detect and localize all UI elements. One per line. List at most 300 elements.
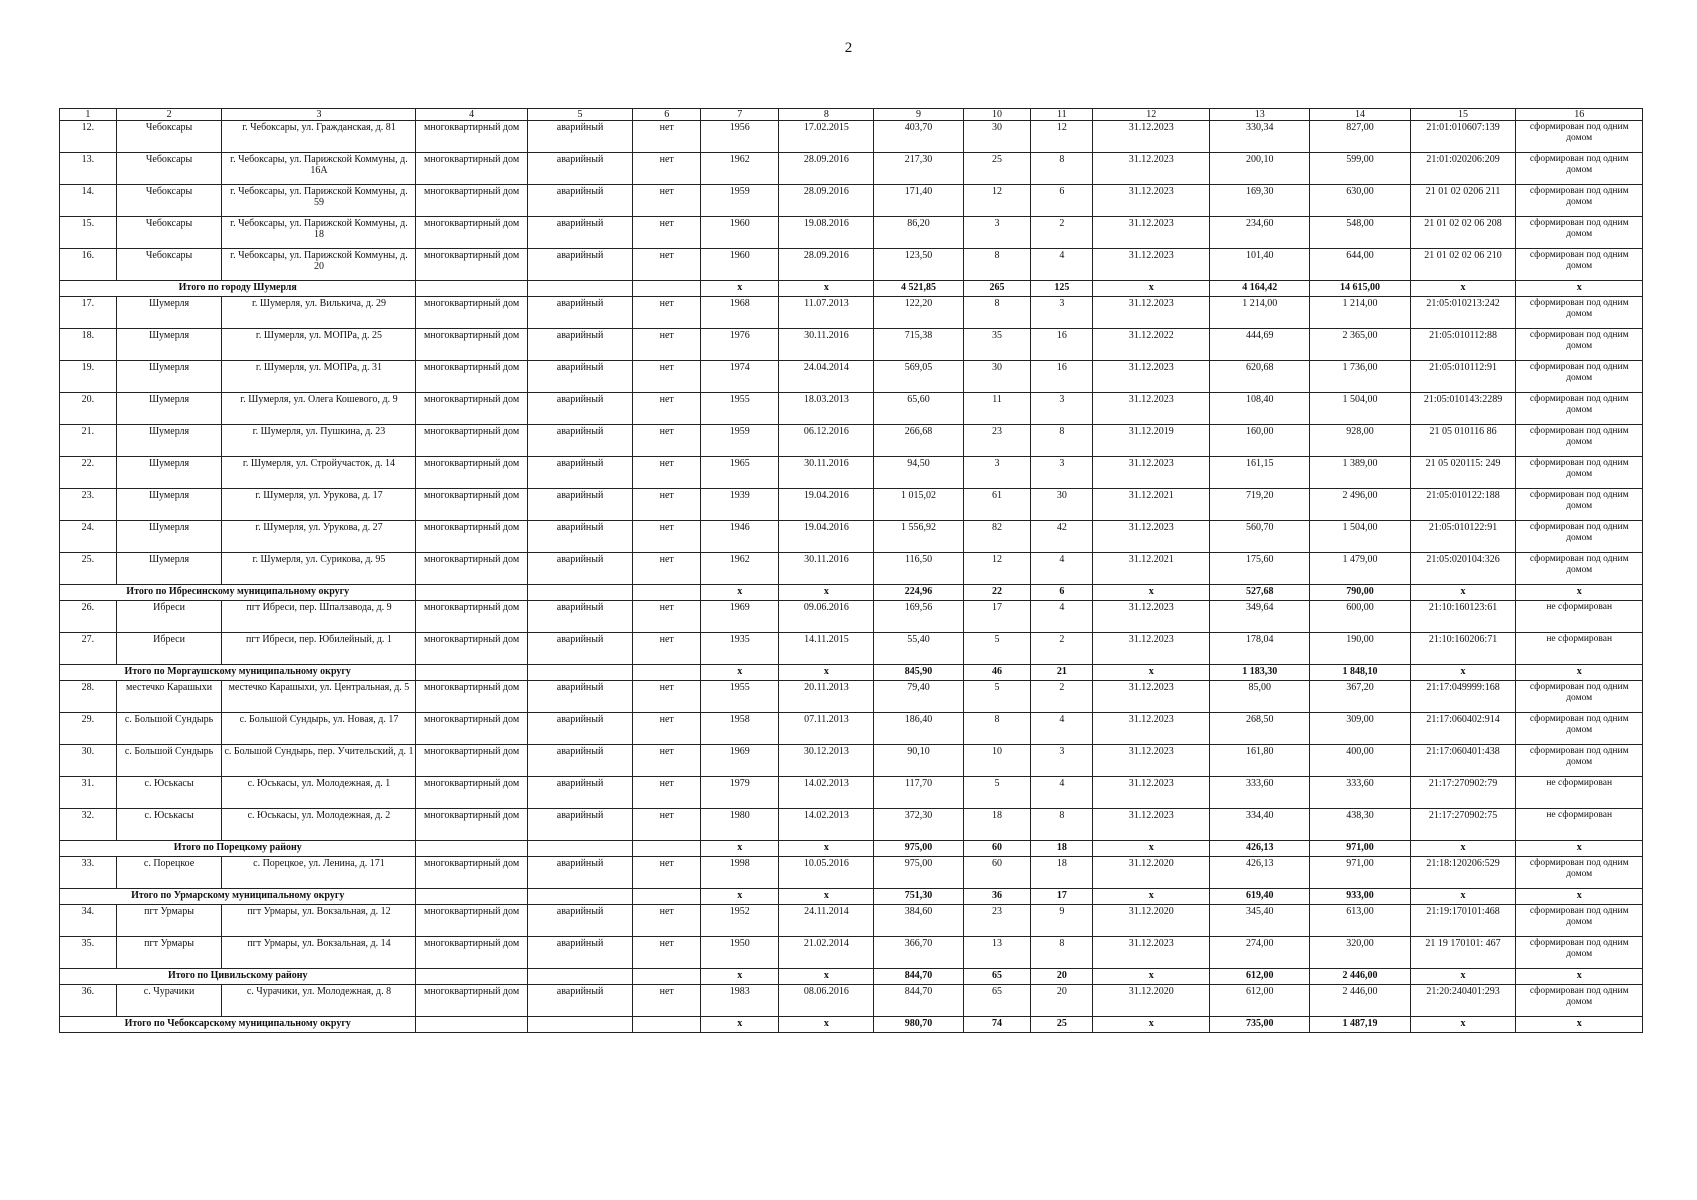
table-cell: многоквартирный дом [416, 713, 527, 745]
table-cell: 21 19 170101: 467 [1410, 937, 1516, 969]
table-cell: пгт Урмары, ул. Вокзальная, д. 12 [222, 905, 416, 937]
table-cell: сформирован под одним домом [1516, 297, 1643, 329]
table-cell: 1983 [701, 985, 779, 1017]
table-cell: с. Большой Сундырь, пер. Учительский, д. 1 [222, 745, 416, 777]
table-cell: 30. [60, 745, 117, 777]
table-cell: сформирован под одним домом [1516, 457, 1643, 489]
subtotal-cell [633, 889, 701, 905]
table-cell: не сформирован [1516, 777, 1643, 809]
table-cell: нет [633, 553, 701, 585]
table-cell: 21.02.2014 [779, 937, 874, 969]
subtotal-cell: x [1410, 889, 1516, 905]
table-cell: 21:05:020104:326 [1410, 553, 1516, 585]
table-cell: аварийный [527, 489, 633, 521]
table-cell: 2 365,00 [1310, 329, 1410, 361]
table-cell: 61 [963, 489, 1031, 521]
table-cell: 21:10:160206:71 [1410, 633, 1516, 665]
column-number: 6 [633, 109, 701, 121]
table-cell: аварийный [527, 425, 633, 457]
table-row [60, 553, 1643, 585]
table-cell: г. Шумерля, ул. Стройучасток, д. 14 [222, 457, 416, 489]
subtotal-cell [416, 889, 527, 905]
table-cell: многоквартирный дом [416, 153, 527, 185]
subtotal-cell: 971,00 [1310, 841, 1410, 857]
table-cell: 3 [963, 457, 1031, 489]
subtotal-cell: 1 848,10 [1310, 665, 1410, 681]
column-number: 14 [1310, 109, 1410, 121]
table-cell: 20 [1031, 985, 1093, 1017]
column-number: 4 [416, 109, 527, 121]
table-cell: 2 [1031, 681, 1093, 713]
table-cell: Шумерля [116, 393, 222, 425]
subtotal-cell [416, 665, 527, 681]
table-cell: 11.07.2013 [779, 297, 874, 329]
table-cell: 33. [60, 857, 117, 889]
table-cell: с. Чурачики, ул. Молодежная, д. 8 [222, 985, 416, 1017]
table-cell: 30 [963, 361, 1031, 393]
table-cell: нет [633, 777, 701, 809]
table-cell: нет [633, 361, 701, 393]
table-cell: 4 [1031, 777, 1093, 809]
table-cell: нет [633, 425, 701, 457]
table-cell: аварийный [527, 713, 633, 745]
subtotal-cell: 74 [963, 1017, 1031, 1033]
table-cell: 169,30 [1210, 185, 1310, 217]
table-cell: 21:05:010143:2289 [1410, 393, 1516, 425]
table-cell: 400,00 [1310, 745, 1410, 777]
table-cell: нет [633, 121, 701, 153]
table-cell: многоквартирный дом [416, 457, 527, 489]
table-cell: 21:05:010122:188 [1410, 489, 1516, 521]
subtotal-row [60, 585, 1643, 601]
subtotal-cell: 4 164,42 [1210, 281, 1310, 297]
table-cell: сформирован под одним домом [1516, 329, 1643, 361]
table-cell: пгт Ибреси, пер. Шпалзавода, д. 9 [222, 601, 416, 633]
table-row [60, 745, 1643, 777]
table-cell: аварийный [527, 217, 633, 249]
table-cell: 21:17:060402:914 [1410, 713, 1516, 745]
table-cell: 367,20 [1310, 681, 1410, 713]
subtotal-cell: x [1410, 841, 1516, 857]
table-cell: 18 [963, 809, 1031, 841]
table-cell: 975,00 [874, 857, 963, 889]
table-cell: 1 736,00 [1310, 361, 1410, 393]
table-cell: нет [633, 601, 701, 633]
table-cell: 320,00 [1310, 937, 1410, 969]
table-cell: 1979 [701, 777, 779, 809]
table-row [60, 457, 1643, 489]
table-cell: аварийный [527, 457, 633, 489]
table-cell: 333,60 [1310, 777, 1410, 809]
table-cell: 30 [963, 121, 1031, 153]
subtotal-cell [527, 889, 633, 905]
subtotal-cell: 18 [1031, 841, 1093, 857]
table-cell: 161,15 [1210, 457, 1310, 489]
subtotal-cell: 4 521,85 [874, 281, 963, 297]
subtotal-cell [527, 841, 633, 857]
table-cell: 3 [1031, 297, 1093, 329]
table-row [60, 489, 1643, 521]
table-cell: 1935 [701, 633, 779, 665]
table-cell: 19.08.2016 [779, 217, 874, 249]
table-cell: 1946 [701, 521, 779, 553]
table-cell: с. Юськасы, ул. Молодежная, д. 1 [222, 777, 416, 809]
table-cell: 29. [60, 713, 117, 745]
table-cell: 24.11.2014 [779, 905, 874, 937]
table-cell: многоквартирный дом [416, 297, 527, 329]
table-cell: 31.12.2023 [1093, 249, 1210, 281]
table-cell: 31.12.2021 [1093, 489, 1210, 521]
table-cell: нет [633, 937, 701, 969]
table-cell: 8 [1031, 937, 1093, 969]
table-cell: нет [633, 297, 701, 329]
table-cell: Шумерля [116, 425, 222, 457]
table-cell: 94,50 [874, 457, 963, 489]
table-cell: 3 [1031, 393, 1093, 425]
table-cell: г. Шумерля, ул. Олега Кошевого, д. 9 [222, 393, 416, 425]
table-cell: 82 [963, 521, 1031, 553]
subtotal-cell [416, 585, 527, 601]
subtotal-cell: x [1516, 665, 1643, 681]
table-cell: 5 [963, 777, 1031, 809]
table-cell: многоквартирный дом [416, 121, 527, 153]
table-cell: аварийный [527, 745, 633, 777]
subtotal-cell: x [701, 841, 779, 857]
table-cell: 366,70 [874, 937, 963, 969]
table-cell: 85,00 [1210, 681, 1310, 713]
table-cell: 1 389,00 [1310, 457, 1410, 489]
table-cell: Ибреси [116, 633, 222, 665]
subtotal-cell: 1 183,30 [1210, 665, 1310, 681]
table-cell: сформирован под одним домом [1516, 153, 1643, 185]
subtotal-cell: 980,70 [874, 1017, 963, 1033]
table-row [60, 217, 1643, 249]
table-cell: аварийный [527, 329, 633, 361]
table-cell: аварийный [527, 521, 633, 553]
table-cell: многоквартирный дом [416, 905, 527, 937]
table-cell: 12 [1031, 121, 1093, 153]
table-cell: 23. [60, 489, 117, 521]
table-cell: 21 01 02 02 06 210 [1410, 249, 1516, 281]
table-cell: 1959 [701, 185, 779, 217]
table-cell: 18.03.2013 [779, 393, 874, 425]
table-cell: аварийный [527, 297, 633, 329]
table-cell: с. Порецкое [116, 857, 222, 889]
table-cell: г. Шумерля, ул. Пушкина, д. 23 [222, 425, 416, 457]
table-cell: нет [633, 489, 701, 521]
table-cell: 117,70 [874, 777, 963, 809]
table-cell: нет [633, 185, 701, 217]
subtotal-cell: 845,90 [874, 665, 963, 681]
subtotal-cell: x [1093, 281, 1210, 297]
table-cell: 1958 [701, 713, 779, 745]
table-cell: 715,38 [874, 329, 963, 361]
subtotal-cell: x [779, 281, 874, 297]
table-cell: г. Шумерля, ул. Вилькича, д. 29 [222, 297, 416, 329]
subtotal-cell: x [1410, 1017, 1516, 1033]
subtotal-cell: x [1516, 1017, 1643, 1033]
table-cell: сформирован под одним домом [1516, 937, 1643, 969]
table-cell: 21:10:160123:61 [1410, 601, 1516, 633]
subtotal-cell: 265 [963, 281, 1031, 297]
table-cell: 31.12.2023 [1093, 393, 1210, 425]
column-number: 1 [60, 109, 117, 121]
table-cell: 613,00 [1310, 905, 1410, 937]
table-cell: нет [633, 633, 701, 665]
table-cell: 31.12.2023 [1093, 297, 1210, 329]
column-number: 10 [963, 109, 1031, 121]
table-cell: 12 [963, 553, 1031, 585]
table-cell: 190,00 [1310, 633, 1410, 665]
table-cell: 1980 [701, 809, 779, 841]
table-cell: сформирован под одним домом [1516, 185, 1643, 217]
table-cell: аварийный [527, 777, 633, 809]
table-cell: с. Юськасы [116, 777, 222, 809]
subtotal-label: Итого по Ибресинскому муниципальному округу [60, 585, 416, 601]
table-cell: 719,20 [1210, 489, 1310, 521]
subtotal-cell: 933,00 [1310, 889, 1410, 905]
table-cell: 569,05 [874, 361, 963, 393]
table-cell: местечко Карашыхи [116, 681, 222, 713]
table-cell: 25 [963, 153, 1031, 185]
table-cell: Ибреси [116, 601, 222, 633]
table-cell: 599,00 [1310, 153, 1410, 185]
table-cell: нет [633, 681, 701, 713]
table-cell: 1998 [701, 857, 779, 889]
table-cell: 31.12.2023 [1093, 777, 1210, 809]
subtotal-cell [633, 585, 701, 601]
subtotal-cell: x [701, 665, 779, 681]
table-cell: 16 [1031, 329, 1093, 361]
table-cell: 1 504,00 [1310, 393, 1410, 425]
table-cell: Шумерля [116, 521, 222, 553]
subtotal-cell: 751,30 [874, 889, 963, 905]
table-cell: 123,50 [874, 249, 963, 281]
table-cell: 31.12.2023 [1093, 185, 1210, 217]
table-cell: 30.11.2016 [779, 329, 874, 361]
table-cell: 31.12.2023 [1093, 521, 1210, 553]
table-cell: 200,10 [1210, 153, 1310, 185]
table-cell: 2 [1031, 217, 1093, 249]
table-cell: 160,00 [1210, 425, 1310, 457]
table-cell: нет [633, 713, 701, 745]
table-cell: г. Чебоксары, ул. Парижской Коммуны, д. 59 [222, 185, 416, 217]
subtotal-cell: 17 [1031, 889, 1093, 905]
column-number: 3 [222, 109, 416, 121]
table-cell: 31.12.2023 [1093, 937, 1210, 969]
table-row [60, 777, 1643, 809]
table-cell: 644,00 [1310, 249, 1410, 281]
table-cell: 36. [60, 985, 117, 1017]
table-cell: не сформирован [1516, 601, 1643, 633]
subtotal-cell: 426,13 [1210, 841, 1310, 857]
table-row [60, 121, 1643, 153]
table-row [60, 681, 1643, 713]
table-cell: 27. [60, 633, 117, 665]
table-cell: 42 [1031, 521, 1093, 553]
table-cell: 268,50 [1210, 713, 1310, 745]
subtotal-label: Итого по Цивильскому району [60, 969, 416, 985]
column-number-row [60, 109, 1643, 121]
table-cell: 14.11.2015 [779, 633, 874, 665]
column-number: 9 [874, 109, 963, 121]
table-cell: сформирован под одним домом [1516, 857, 1643, 889]
table-row [60, 809, 1643, 841]
subtotal-cell: x [1410, 585, 1516, 601]
table-cell: с. Юськасы, ул. Молодежная, д. 2 [222, 809, 416, 841]
table-cell: 928,00 [1310, 425, 1410, 457]
table-cell: 21:17:049999:168 [1410, 681, 1516, 713]
table-cell: г. Чебоксары, ул. Гражданская, д. 81 [222, 121, 416, 153]
table-cell: 1974 [701, 361, 779, 393]
table-cell: сформирован под одним домом [1516, 553, 1643, 585]
table-cell: 31.12.2023 [1093, 633, 1210, 665]
table-row [60, 329, 1643, 361]
table-cell: 612,00 [1210, 985, 1310, 1017]
table-cell: 19.04.2016 [779, 521, 874, 553]
table-cell: 16. [60, 249, 117, 281]
table-cell: 560,70 [1210, 521, 1310, 553]
table-cell: пгт Урмары, ул. Вокзальная, д. 14 [222, 937, 416, 969]
table-cell: 31.12.2023 [1093, 153, 1210, 185]
table-cell: многоквартирный дом [416, 393, 527, 425]
subtotal-cell: x [779, 665, 874, 681]
table-cell: 330,34 [1210, 121, 1310, 153]
table-cell: 18 [1031, 857, 1093, 889]
table-cell: 13 [963, 937, 1031, 969]
table-cell: многоквартирный дом [416, 601, 527, 633]
table-cell: сформирован под одним домом [1516, 681, 1643, 713]
table-cell: 1969 [701, 745, 779, 777]
subtotal-label: Итого по Порецкому району [60, 841, 416, 857]
table-cell: многоквартирный дом [416, 745, 527, 777]
table-row [60, 601, 1643, 633]
table-cell: 21:17:060401:438 [1410, 745, 1516, 777]
table-cell: 20. [60, 393, 117, 425]
subtotal-cell: 735,00 [1210, 1017, 1310, 1033]
table-cell: 35 [963, 329, 1031, 361]
column-number: 13 [1210, 109, 1310, 121]
table-cell: аварийный [527, 393, 633, 425]
table-cell: Шумерля [116, 553, 222, 585]
column-number: 2 [116, 109, 222, 121]
table-cell: 21:20:240401:293 [1410, 985, 1516, 1017]
table-cell: 5 [963, 633, 1031, 665]
subtotal-row [60, 281, 1643, 297]
table-row [60, 361, 1643, 393]
table-cell: 24.04.2014 [779, 361, 874, 393]
table-cell: Чебоксары [116, 249, 222, 281]
column-number: 12 [1093, 109, 1210, 121]
table-cell: 548,00 [1310, 217, 1410, 249]
subtotal-cell [633, 1017, 701, 1033]
table-cell: 24. [60, 521, 117, 553]
table-cell: с. Большой Сундырь, ул. Новая, д. 17 [222, 713, 416, 745]
table-cell: г. Чебоксары, ул. Парижской Коммуны, д. 16А [222, 153, 416, 185]
table-cell: 384,60 [874, 905, 963, 937]
table-cell: сформирован под одним домом [1516, 489, 1643, 521]
table-cell: сформирован под одним домом [1516, 745, 1643, 777]
table-cell: 14.02.2013 [779, 777, 874, 809]
table-cell: 334,40 [1210, 809, 1310, 841]
table-cell: 30.11.2016 [779, 553, 874, 585]
table-cell: 345,40 [1210, 905, 1310, 937]
table-cell: не сформирован [1516, 809, 1643, 841]
table-cell: 17.02.2015 [779, 121, 874, 153]
table-cell: 14. [60, 185, 117, 217]
subtotal-cell [416, 1017, 527, 1033]
table-cell: 15. [60, 217, 117, 249]
table-cell: 438,30 [1310, 809, 1410, 841]
subtotal-cell: x [1516, 585, 1643, 601]
table-cell: 186,40 [874, 713, 963, 745]
table-row [60, 633, 1643, 665]
subtotal-cell: 36 [963, 889, 1031, 905]
table-cell: 1969 [701, 601, 779, 633]
table-cell: г. Шумерля, ул. МОПРа, д. 25 [222, 329, 416, 361]
table-cell: сформирован под одним домом [1516, 249, 1643, 281]
table-cell: 1 504,00 [1310, 521, 1410, 553]
subtotal-cell: x [1093, 841, 1210, 857]
subtotal-cell: 22 [963, 585, 1031, 601]
subtotal-cell: 46 [963, 665, 1031, 681]
subtotal-cell: x [779, 585, 874, 601]
table-row [60, 297, 1643, 329]
table-cell: 3 [1031, 745, 1093, 777]
table-cell: с. Чурачики [116, 985, 222, 1017]
subtotal-cell: x [1093, 585, 1210, 601]
column-number: 11 [1031, 109, 1093, 121]
table-cell: 21:17:270902:79 [1410, 777, 1516, 809]
table-cell: многоквартирный дом [416, 809, 527, 841]
table-cell: не сформирован [1516, 633, 1643, 665]
table-cell: 18. [60, 329, 117, 361]
table-cell: 21:01:010607:139 [1410, 121, 1516, 153]
subtotal-cell: 1 487,19 [1310, 1017, 1410, 1033]
table-cell: 372,30 [874, 809, 963, 841]
table-cell: нет [633, 249, 701, 281]
table-cell: 21:01:020206:209 [1410, 153, 1516, 185]
subtotal-cell: x [701, 969, 779, 985]
table-cell: многоквартирный дом [416, 185, 527, 217]
housing-registry-table [59, 108, 1643, 1033]
table-cell: 34. [60, 905, 117, 937]
table-cell: 31.12.2021 [1093, 553, 1210, 585]
column-number: 8 [779, 109, 874, 121]
subtotal-cell: x [1516, 969, 1643, 985]
subtotal-cell: x [1410, 665, 1516, 681]
page-number: 2 [844, 40, 853, 56]
table-cell: сформирован под одним домом [1516, 361, 1643, 393]
table-cell: 19. [60, 361, 117, 393]
table-cell: многоквартирный дом [416, 553, 527, 585]
table-cell: аварийный [527, 121, 633, 153]
table-cell: 31. [60, 777, 117, 809]
subtotal-label: Итого по городу Шумерля [60, 281, 416, 297]
table-cell: 07.11.2013 [779, 713, 874, 745]
table-cell: 9 [1031, 905, 1093, 937]
table-cell: аварийный [527, 361, 633, 393]
table-cell: 1950 [701, 937, 779, 969]
table-cell: 86,20 [874, 217, 963, 249]
table-cell: 1 214,00 [1210, 297, 1310, 329]
table-cell: Чебоксары [116, 153, 222, 185]
subtotal-cell [416, 969, 527, 985]
subtotal-cell: x [779, 889, 874, 905]
subtotal-row [60, 969, 1643, 985]
table-cell: 1956 [701, 121, 779, 153]
subtotal-cell: 65 [963, 969, 1031, 985]
